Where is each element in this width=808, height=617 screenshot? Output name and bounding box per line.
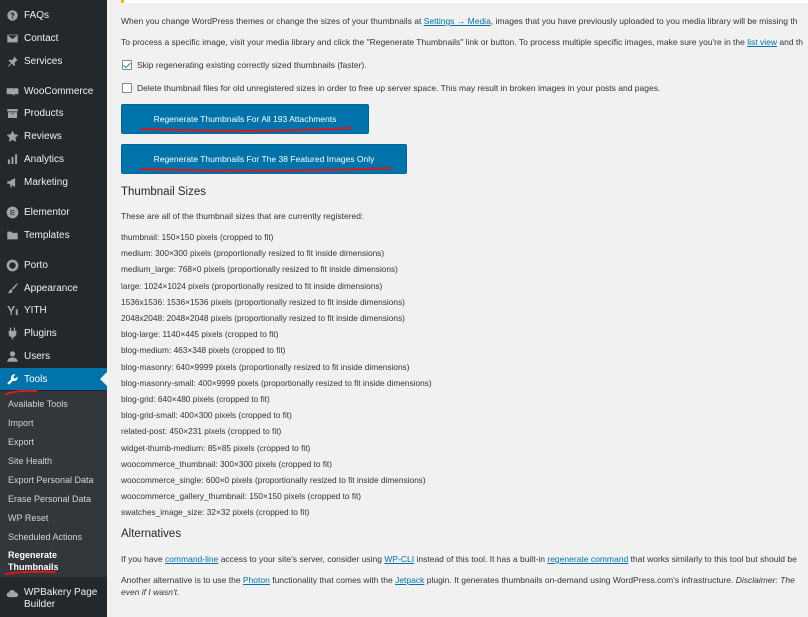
wpbakery-icon xyxy=(5,587,19,601)
jetpack-link[interactable]: Jetpack xyxy=(395,575,425,585)
thumbnail-size-item: blog-grid: 640×480 pixels (cropped to fit) xyxy=(121,394,270,404)
sidebar-item-yith[interactable] xyxy=(0,299,107,321)
thumbnail-size-item: blog-medium: 463×348 pixels (cropped to fit) xyxy=(121,345,286,356)
sidebar-item-templates[interactable] xyxy=(0,224,107,246)
alternatives-paragraph-3: even if I wasn't. xyxy=(121,587,180,597)
sidebar-item-label: Marketing xyxy=(24,176,68,188)
sidebar-item-label: Plugins xyxy=(24,327,57,339)
sidebar-item-porto[interactable] xyxy=(0,254,107,276)
submenu-item-erase-personal-data[interactable]: Erase Personal Data xyxy=(8,494,92,504)
wp-cli-link[interactable]: WP-CLI xyxy=(384,554,415,564)
active-indicator xyxy=(100,372,107,386)
sidebar-item-marketing[interactable] xyxy=(0,171,107,193)
sidebar-item-label: Reviews xyxy=(24,130,62,142)
sidebar-item-label: Builder xyxy=(24,599,56,610)
thumbnail-size-item: woocommerce_gallery_thumbnail: 150×150 pixels (cropped to fit) xyxy=(121,491,362,502)
plugin-icon xyxy=(5,326,19,340)
thumbnail-size-item: related-post: 450×231 pixels (cropped to fit) xyxy=(121,426,282,437)
regenerate-all-button[interactable]: Regenerate Thumbnails For All 193 Attachments xyxy=(121,104,369,134)
faq-icon xyxy=(5,8,19,22)
list-view-link[interactable]: list view xyxy=(747,37,778,47)
submenu-item-available-tools[interactable]: Available Tools xyxy=(8,399,68,409)
mail-icon xyxy=(5,31,19,45)
regenerate-featured-button[interactable]: Regenerate Thumbnails For The 38 Featured Images Only xyxy=(121,144,407,174)
command-line-link[interactable]: command-line xyxy=(164,554,219,564)
admin-sidebar xyxy=(0,0,107,617)
thumbnail-size-item: woocommerce_thumbnail: 300×300 pixels (cropped to fit) xyxy=(121,458,332,469)
thumbnail-size-item: medium_large: 768×0 pixels (proportionally resized to fit inside dimensions) xyxy=(121,264,398,275)
delete-old-thumbnails-checkbox[interactable] xyxy=(122,83,132,93)
megaphone-icon xyxy=(5,175,19,189)
sidebar-item-label: Analytics xyxy=(24,153,65,165)
regenerate-command-link[interactable]: regenerate command xyxy=(547,554,629,564)
yith-icon xyxy=(5,303,19,317)
thumbnail-size-item: blog-masonry-small: 400×9999 pixels (proportionally resized to fit inside dimensions) xyxy=(121,377,432,388)
sidebar-item-label: Tools xyxy=(24,373,48,385)
sidebar-item-tools[interactable] xyxy=(0,368,107,390)
main-content xyxy=(107,0,808,617)
sidebar-item-services[interactable] xyxy=(0,50,107,72)
sidebar-item-label: Products xyxy=(24,107,64,119)
sidebar-item-label: Porto xyxy=(24,259,48,271)
skip-regenerating-checkbox[interactable] xyxy=(122,60,132,70)
thumbnail-size-item: blog-large: 1140×445 pixels (cropped to fit) xyxy=(121,329,279,340)
sidebar-item-elementor[interactable] xyxy=(0,201,107,223)
alternatives-paragraph-2: Another alternative is to use the Photon functionality that comes with the Jetpack plugin. It generates thumbnails on-demand using WordPress.com's infrastructure. Disclaimer: The xyxy=(121,575,795,585)
archive-icon xyxy=(5,106,19,120)
sidebar-item-appearance[interactable] xyxy=(0,277,107,299)
sidebar-item-label: FAQs xyxy=(24,9,50,21)
sidebar-item-reviews[interactable] xyxy=(0,125,107,147)
elementor-icon xyxy=(5,205,19,219)
submenu-item-scheduled-actions[interactable]: Scheduled Actions xyxy=(8,532,83,542)
alternatives-heading: Alternatives xyxy=(121,528,182,540)
chart-icon xyxy=(5,152,19,166)
tools-submenu xyxy=(0,391,107,577)
thumbnail-size-item: 1536x1536: 1536×1536 pixels (proportionally resized to fit inside dimensions) xyxy=(121,296,405,307)
sidebar-item-contact[interactable] xyxy=(0,27,107,49)
thumbnail-size-item: swatches_image_size: 32×32 pixels (cropped to fit) xyxy=(121,507,310,518)
thumbnail-size-item: widget-thumb-medium: 85×85 pixels (cropped to fit) xyxy=(121,442,311,453)
sidebar-item-label: Appearance xyxy=(24,282,78,294)
thumbnail-sizes-intro: These are all of the thumbnail sizes that are currently registered: xyxy=(121,211,364,221)
sidebar-item-faqs[interactable] xyxy=(0,4,107,26)
sidebar-item-products[interactable] xyxy=(0,102,107,124)
submenu-item-export[interactable]: Export xyxy=(8,437,35,447)
thumbnail-size-item: medium: 300×300 pixels (proportionally resized to fit inside dimensions) xyxy=(121,248,385,259)
sidebar-item-wpbakery[interactable] xyxy=(0,585,107,613)
sidebar-item-users[interactable] xyxy=(0,345,107,367)
thumbnail-size-item: blog-grid-small: 400×300 pixels (cropped to fit) xyxy=(121,410,292,421)
thumbnail-size-item: blog-masonry: 640×9999 pixels (proportionally resized to fit inside dimensions) xyxy=(121,361,410,372)
submenu-item-regenerate-thumbnails[interactable]: Regenerate Thumbnails xyxy=(8,550,59,572)
thumbnail-sizes-heading: Thumbnail Sizes xyxy=(121,186,207,198)
notice-edge xyxy=(121,0,808,3)
sidebar-item-label: WPBakery Page xyxy=(24,587,98,598)
alternatives-paragraph-1: If you have command-line access to your site's server, consider using WP-CLI instead of this tool. It has a built-in regenerate command that works similarly to this tool but should be xyxy=(121,554,797,564)
sidebar-item-label: Services xyxy=(24,55,63,67)
thumbnail-size-item: thumbnail: 150×150 pixels (cropped to fit) xyxy=(121,232,274,242)
submenu-item-site-health[interactable]: Site Health xyxy=(8,456,53,466)
thumbnail-size-item: woocommerce_single: 600×0 pixels (proportionally resized to fit inside dimensions) xyxy=(121,475,426,485)
sidebar-item-label: Users xyxy=(24,350,51,362)
woocommerce-icon xyxy=(5,84,19,98)
submenu-item-import[interactable]: Import xyxy=(8,418,34,428)
paintbrush-icon xyxy=(5,281,19,295)
sidebar-item-label: Contact xyxy=(24,32,59,44)
sidebar-item-label: YITH xyxy=(24,304,47,316)
pin-icon xyxy=(5,54,19,68)
photon-link[interactable]: Photon xyxy=(242,575,270,585)
sidebar-item-label: Elementor xyxy=(24,206,70,218)
star-icon xyxy=(5,129,19,143)
thumbnail-size-item: large: 1024×1024 pixels (proportionally resized to fit inside dimensions) xyxy=(121,280,383,291)
folder-icon xyxy=(5,228,19,242)
thumbnail-size-item: 2048x2048: 2048×2048 pixels (proportionally resized to fit inside dimensions) xyxy=(121,313,405,323)
user-icon xyxy=(5,349,19,363)
intro-paragraph-2: To process a specific image, visit your media library and click the "Regenerate Thumbnails" link or button. To process multiple specific images, make sure you're in the list view and th xyxy=(121,37,804,47)
skip-regenerating-label[interactable]: Skip regenerating existing correctly sized thumbnails (faster). xyxy=(137,60,367,70)
wrench-icon xyxy=(5,372,19,386)
sidebar-item-label: Templates xyxy=(24,229,70,241)
settings-media-link[interactable]: Settings → Media xyxy=(423,16,491,26)
sidebar-item-analytics[interactable] xyxy=(0,148,107,170)
porto-icon xyxy=(5,258,19,272)
submenu-item-wp-reset[interactable]: WP Reset xyxy=(8,513,49,523)
delete-old-thumbnails-label[interactable]: Delete thumbnail files for old unregistered sizes in order to free up server space. This may result in broken images in your posts and pages. xyxy=(137,83,661,93)
sidebar-item-woocommerce[interactable] xyxy=(0,80,107,102)
sidebar-item-plugins[interactable] xyxy=(0,322,107,344)
submenu-item-export-personal-data[interactable]: Export Personal Data xyxy=(8,475,94,485)
intro-paragraph-1: When you change WordPress themes or change the sizes of your thumbnails at Settings → Media, images that you have previously uploaded to you media library will be missing th xyxy=(121,16,798,26)
sidebar-item-label: WooCommerce xyxy=(24,85,94,97)
